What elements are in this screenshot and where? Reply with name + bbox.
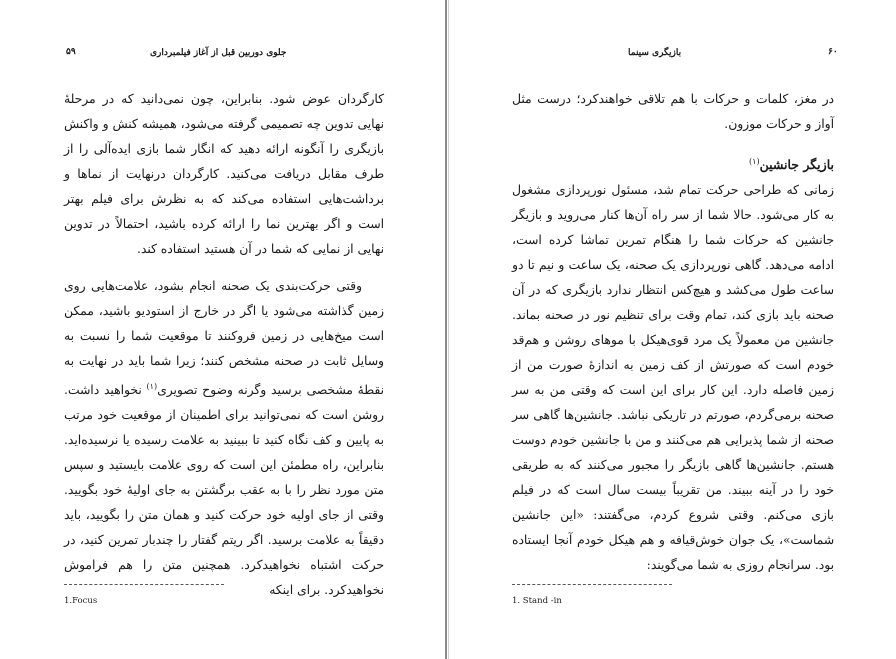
paragraph-text: وقتی حرکت‌بندی یک صحنه انجام بشود، علامت‌هایی روی زمین گذاشته می‌شود یا اگر در خارج از استودیو باشید، ممکن است میخ‌هایی در زمین فروکنند تا موقعیت شما را نسبت به وسایل ثابت در صحنه مشخص کنند؛ زیرا شما باید در نهایت به نقطهٔ مشخصی برسید وگرنه وضوح تصویری [64, 279, 384, 398]
running-head: جلوی دوربین قبل از آغاز فیلمبرداری [150, 48, 287, 58]
book-gutter [445, 0, 447, 659]
running-head: بازیگری سینما [628, 48, 682, 58]
book-gutter-shadow [448, 0, 449, 659]
footnote-divider [512, 584, 672, 585]
page-number: ۶۰ [828, 47, 838, 57]
paragraph [64, 274, 384, 603]
body-text [64, 87, 384, 603]
right-page [450, 0, 896, 659]
footnote: 1.Focus [64, 596, 98, 606]
paragraph: کارگردان عوض شود. بنابراین، چون نمی‌دانید که در مرحلهٔ نهایی تدوین چه تصمیمی گرفته می‌شود، همیشه کنش و واکنش بازیگری را آنگونه ارائه دهید که انگار شما بازی ایده‌آلی را از طرف مقابل دریافت می‌کنید. کارگردان درنهایت از نماها و برداشت‌هایی استفاده می‌کند که به نظرش برای فیلم بهتر است و اگر بهترین نما را ارائه کرده باشید، احتمالاً در تدوین نهایی از نمایی که شما در آن هستید استفاده کند. [64, 92, 384, 256]
section-title: بازیگر جانشین [759, 157, 834, 173]
paragraph: زمانی که طراحی حرکت تمام شد، مسئول نورپردازی مشغول به کار می‌شود. حالا شما از سر راه آن‌ها کنار می‌روید و بازیگر جانشین که حرکات شما را هنگام تمرین تماشا کرده است، ادامه می‌دهد. گاهی نورپردازی یک صحنه، یک ساعت و نیم تا دو ساعت طول می‌کشد و هیچ‌کس انتظار ندارد بازیگری که در آن صحنه باید بازی کند، تمام وقت برای تنظیم نور در صحنه بماند. جانشین من معمولاً یک مرد قوی‌هیکل با موهای روشن و هم‌قد خودم است که صورتش از کف زمین به اندازهٔ صورت من از زمین فاصله دارد. این کار برای این است که وقتی من به سر صحنه برمی‌گردم، صورتم در تاریکی نباشد. جانشین‌ها گاهی سر صحنه از شما پذیرایی هم می‌کنند و من با جانشین خودم دوست هستم. جانشین‌ها گاهی بازیگر را مجبور می‌کنند که به طریقی خود را در آینه ببیند. من تقریباً بیست سال است که در فیلم بازی می‌کنم. وقتی شروع کردم، می‌گفتند: «این جانشین شماست»، یک جوان خوش‌قیافه و هم هیکل خودم آنجا ایستاده بود. سرانجام روزی به شما می‌گویند: [512, 183, 834, 573]
paragraph: در مغز، کلمات و حرکات با هم تلاقی خواهندکرد؛ درست مثل آواز و حرکات موزون. [512, 92, 834, 131]
page-number: ۵۹ [66, 47, 76, 57]
footnote-divider [64, 584, 224, 585]
footnote-marker: (۱) [749, 157, 760, 166]
section-heading [512, 149, 834, 178]
footnote: 1. Stand -in [512, 596, 562, 606]
left-page [0, 0, 444, 659]
footnote-marker: (۱) [146, 382, 158, 391]
body-text [512, 87, 834, 578]
paragraph-text: نخواهید داشت. روشن است که نمی‌توانید برای اطمینان از موقعیت خود مرتب به پایین و کف نگاه کنید تا ببینید به علامت رسیده‌ یا نرسیده‌اید. بنابراین، راه مطمئن این است که روی علامت بایستید و سپس متن مورد نظر را با به عقب برگشتن به جای اولیهٔ خود بگویید. وقتی از جای اولیه خود حرکت کنید و همان متن را بگویید، باید دقیقاً به علامت برسید. اگر ریتم گفتار را چندبار تمرین کنید، در حرکت اشتباه نخواهیدکرد. همچنین متن را هم فراموش نخواهیدکرد. برای اینکه [64, 383, 384, 598]
